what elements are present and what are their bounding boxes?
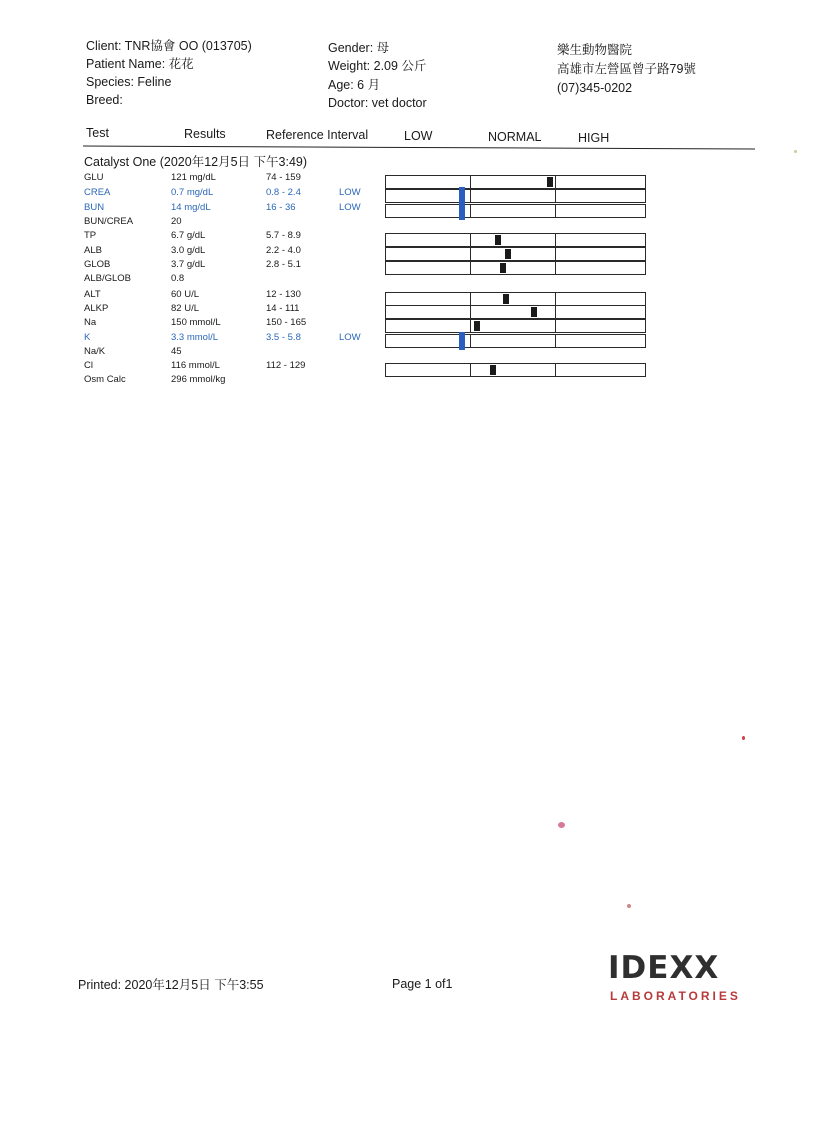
result-marker	[503, 294, 509, 304]
test-reference: 74 - 159	[266, 172, 301, 183]
printed-date: Printed: 2020年12月5日 下午3:55	[78, 978, 264, 992]
table-row	[0, 229, 380, 243]
col-reference: Reference Interval	[266, 128, 369, 142]
weight: Weight: 2.09 公斤	[328, 59, 427, 73]
test-name: Osm Calc	[84, 374, 126, 385]
section-title: Catalyst One (2020年12月5日 下午3:49)	[84, 155, 308, 169]
table-row	[0, 373, 380, 387]
gauge-divider	[555, 262, 556, 274]
test-result: 6.7 g/dL	[171, 230, 206, 241]
gauge-divider	[555, 234, 556, 246]
range-gauge	[385, 189, 646, 203]
test-name: TP	[84, 230, 97, 241]
col-normal: NORMAL	[488, 130, 542, 144]
test-reference: 14 - 111	[266, 303, 300, 314]
table-row	[0, 201, 380, 215]
gauge-divider	[555, 190, 556, 202]
gauge-divider	[555, 293, 556, 305]
test-name: BUN	[84, 202, 105, 213]
gauge-divider	[555, 306, 556, 318]
test-reference: 3.5 - 5.8	[266, 332, 301, 343]
test-result: 82 U/L	[171, 303, 199, 314]
test-result: 121 mg/dL	[171, 172, 216, 183]
test-reference: 16 - 36	[266, 202, 296, 213]
test-result: 0.8	[171, 273, 185, 284]
col-low: LOW	[404, 129, 433, 143]
gauge-divider	[555, 320, 556, 332]
result-marker	[500, 263, 506, 273]
table-row	[0, 244, 380, 258]
scan-speck	[794, 150, 797, 153]
table-row	[0, 331, 380, 345]
test-result: 3.3 mmol/L	[171, 332, 218, 343]
scan-speck	[558, 822, 565, 828]
test-name: ALB	[84, 245, 102, 256]
test-flag: LOW	[339, 332, 361, 343]
gauge-divider	[555, 335, 556, 347]
breed: Breed:	[86, 93, 123, 107]
idexx-logo-subtitle: LABORATORIES	[610, 989, 741, 1003]
age: Age: 6 月	[328, 78, 381, 92]
test-name: BUN/CREA	[84, 216, 134, 227]
table-row	[0, 345, 380, 359]
header-rule	[83, 146, 755, 150]
test-reference: 112 - 129	[266, 360, 306, 371]
gauge-divider	[555, 205, 556, 217]
low-result-marker	[459, 202, 465, 220]
test-reference: 2.8 - 5.1	[266, 259, 301, 270]
result-marker	[474, 321, 480, 331]
table-row	[0, 171, 380, 185]
test-name: GLOB	[84, 259, 111, 270]
table-row	[0, 215, 380, 229]
test-reference: 2.2 - 4.0	[266, 245, 301, 256]
test-result: 60 U/L	[171, 289, 199, 300]
test-flag: LOW	[339, 202, 361, 213]
test-result: 3.0 g/dL	[171, 245, 206, 256]
gauge-divider	[555, 176, 556, 188]
species: Species: Feline	[86, 75, 172, 89]
gender: Gender: 母	[328, 41, 390, 55]
test-name: ALKP	[84, 303, 109, 314]
range-gauge	[385, 363, 646, 377]
table-row	[0, 316, 380, 330]
table-row	[0, 272, 380, 286]
test-name: GLU	[84, 172, 104, 183]
test-reference: 12 - 130	[266, 289, 301, 300]
test-reference: 0.8 - 2.4	[266, 187, 301, 198]
gauge-divider	[470, 248, 471, 260]
table-row	[0, 359, 380, 373]
test-reference: 150 - 165	[266, 317, 307, 328]
gauge-divider	[470, 205, 471, 217]
gauge-divider	[470, 262, 471, 274]
patient-name: Patient Name: 花花	[86, 57, 194, 71]
table-row	[0, 302, 380, 316]
gauge-divider	[470, 306, 471, 318]
range-gauge	[385, 204, 646, 218]
gauge-divider	[555, 364, 556, 376]
result-marker	[495, 235, 501, 245]
doctor: Doctor: vet doctor	[328, 96, 427, 110]
test-result: 3.7 g/dL	[171, 259, 206, 270]
gauge-divider	[470, 320, 471, 332]
table-row	[0, 258, 380, 272]
low-result-marker	[459, 332, 465, 350]
result-marker	[490, 365, 496, 375]
gauge-divider	[470, 293, 471, 305]
range-gauge	[385, 175, 646, 189]
table-row	[0, 288, 380, 302]
idexx-logo-wordmark: IDEXX	[608, 950, 720, 986]
gauge-divider	[470, 364, 471, 376]
test-result: 45	[171, 346, 182, 357]
test-result: 116 mmol/L	[171, 360, 220, 371]
clinic-name: 樂生動物醫院	[557, 43, 633, 57]
test-result: 20	[171, 216, 182, 227]
range-gauge	[385, 247, 646, 261]
scan-speck	[742, 736, 745, 740]
test-flag: LOW	[339, 187, 361, 198]
result-marker	[505, 249, 511, 259]
test-reference: 5.7 - 8.9	[266, 230, 301, 241]
clinic-phone: (07)345-0202	[557, 81, 633, 95]
test-result: 14 mg/dL	[171, 202, 211, 213]
range-gauge	[385, 319, 646, 333]
col-results: Results	[184, 127, 226, 141]
test-result: 296 mmol/kg	[171, 374, 226, 385]
result-marker	[547, 177, 553, 187]
range-gauge	[385, 334, 646, 348]
col-test: Test	[86, 126, 109, 140]
gauge-divider	[470, 234, 471, 246]
gauge-divider	[470, 190, 471, 202]
test-name: ALB/GLOB	[84, 273, 131, 284]
test-result: 0.7 mg/dL	[171, 187, 214, 198]
scan-speck	[627, 904, 631, 908]
test-name: CREA	[84, 187, 111, 198]
client-line: Client: TNR協會 OO (013705)	[86, 39, 252, 53]
range-gauge	[385, 292, 646, 306]
range-gauge	[385, 233, 646, 247]
test-name: Cl	[84, 360, 93, 371]
test-name: K	[84, 332, 91, 343]
test-name: Na/K	[84, 346, 106, 357]
clinic-address: 高雄市左營區曾子路79號	[557, 62, 696, 76]
test-result: 150 mmol/L	[171, 317, 221, 328]
result-marker	[531, 307, 537, 317]
range-gauge	[385, 261, 646, 275]
range-gauge	[385, 305, 646, 319]
col-high: HIGH	[578, 131, 610, 145]
page-number: Page 1 of1	[392, 977, 453, 991]
gauge-divider	[470, 176, 471, 188]
gauge-divider	[555, 248, 556, 260]
test-name: ALT	[84, 289, 101, 300]
gauge-divider	[470, 335, 471, 347]
table-row	[0, 186, 380, 200]
test-name: Na	[84, 317, 97, 328]
